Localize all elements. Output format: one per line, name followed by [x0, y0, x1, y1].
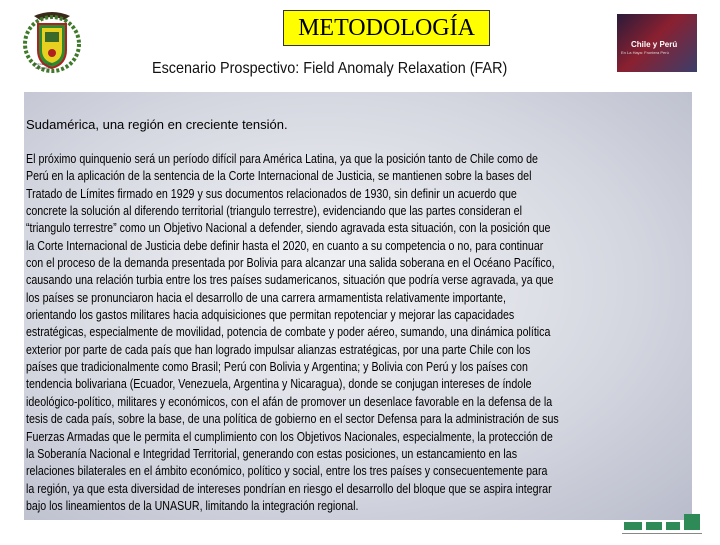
body-text-line: la Corte Internacional de Justicia debe definir hasta el 2020, en cuanto a su competencia o no, para continuar — [26, 237, 544, 253]
body-text-line: ideológico-político, militares y económicos, con el afán de promover un desenlace favorable en la defensa de la — [26, 393, 553, 409]
body-text-line: con el proceso de la demanda presentada por Bolivia para alcanzar una salida soberana en el Océano Pacífico, — [26, 255, 555, 271]
body-text-line: la región, ya que esta diversidad de intereses pondrían en riesgo el desarrollo del bloque que se aspira integrar — [26, 480, 552, 496]
body-text-line: El próximo quinquenio será un período difícil para América Latina, ya que la posición tanto de Chile como de — [26, 151, 538, 166]
body-text — [26, 150, 676, 514]
body-text-line: bajo los lineamientos de la UNASUR, limitando la integración regional. — [26, 497, 359, 513]
section-heading: Sudamérica, una región en creciente tensión. — [26, 117, 288, 132]
image-subtitle: En La Haya: Frontera Perú — [621, 50, 669, 55]
page-title: METODOLOGÍA — [283, 10, 490, 46]
body-text-line: la Soberanía Nacional e Integridad Territorial, generando con estas posiciones, un estancamiento en las — [26, 445, 518, 461]
body-text-line: concrete la solución al diferendo territorial (triangulo terrestre), evidenciando que las partes consideran el — [26, 203, 522, 219]
body-text-line: Fuerzas Armadas que le permita el cumplimiento con los Objetivos Nacionales, especialmente, la protección de — [26, 428, 553, 444]
body-text-line: tesis de cada país, sobre la base, de una política de gobierno en el sector Defensa para la administración de sus — [26, 411, 559, 427]
body-text-line: tendencia bolivariana (Ecuador, Venezuela, Argentina y Nicaragua), donde se conjugan intereses de índole — [26, 376, 532, 392]
body-text-line: causando una relación turbia entre los tres países sudamericanos, situación que podría verse agravada, ya que — [26, 272, 554, 288]
chile-peru-image — [617, 14, 697, 72]
crest-caption: ESCUELA DE COMANDO — [33, 62, 53, 70]
image-title: Chile y Perú — [631, 40, 678, 49]
body-text-line: los países se pronunciaron hacia el desarrollo de una carrera armamentista relativamente importante, — [26, 289, 506, 305]
body-text-line: estratégicas, especialmente de movilidad, potencia de combate y poder aéreo, sumando, una dinámica política — [26, 324, 551, 340]
body-text-line: países que tradicionalmente como Brasil; Perú con Bolivia y Argentina; y Bolivia con Perú y los países con — [26, 359, 528, 375]
body-text-line: exterior por parte de cada país que han logrado impulsar alianzas estratégicas, por una parte Chile con los — [26, 341, 531, 357]
body-text-line: relaciones bilaterales en el ámbito económico, político y social, entre los tres países y consecuentemente para — [26, 463, 548, 479]
page-subtitle: Escenario Prospectivo: Field Anomaly Relaxation (FAR) — [152, 60, 508, 77]
body-text-line: orientando los gastos militares hacia adquisiciones que permitan repotenciar y mejorar las capacidades — [26, 307, 515, 323]
body-text-line: Perú en la aplicación de la sentencia de la Corte Internacional de Justicia, se mantienen sobre la bases del — [26, 168, 532, 184]
body-text-line: Tratado de Límites firmado en 1929 y sus documentos relacionados de 1930, sin definir un acuerdo que — [26, 185, 517, 201]
body-text-line: “triangulo terrestre” como un Objetivo Nacional a defender, siendo agravada esta situación, con la posición que — [26, 220, 551, 236]
espe-logo — [622, 512, 702, 540]
